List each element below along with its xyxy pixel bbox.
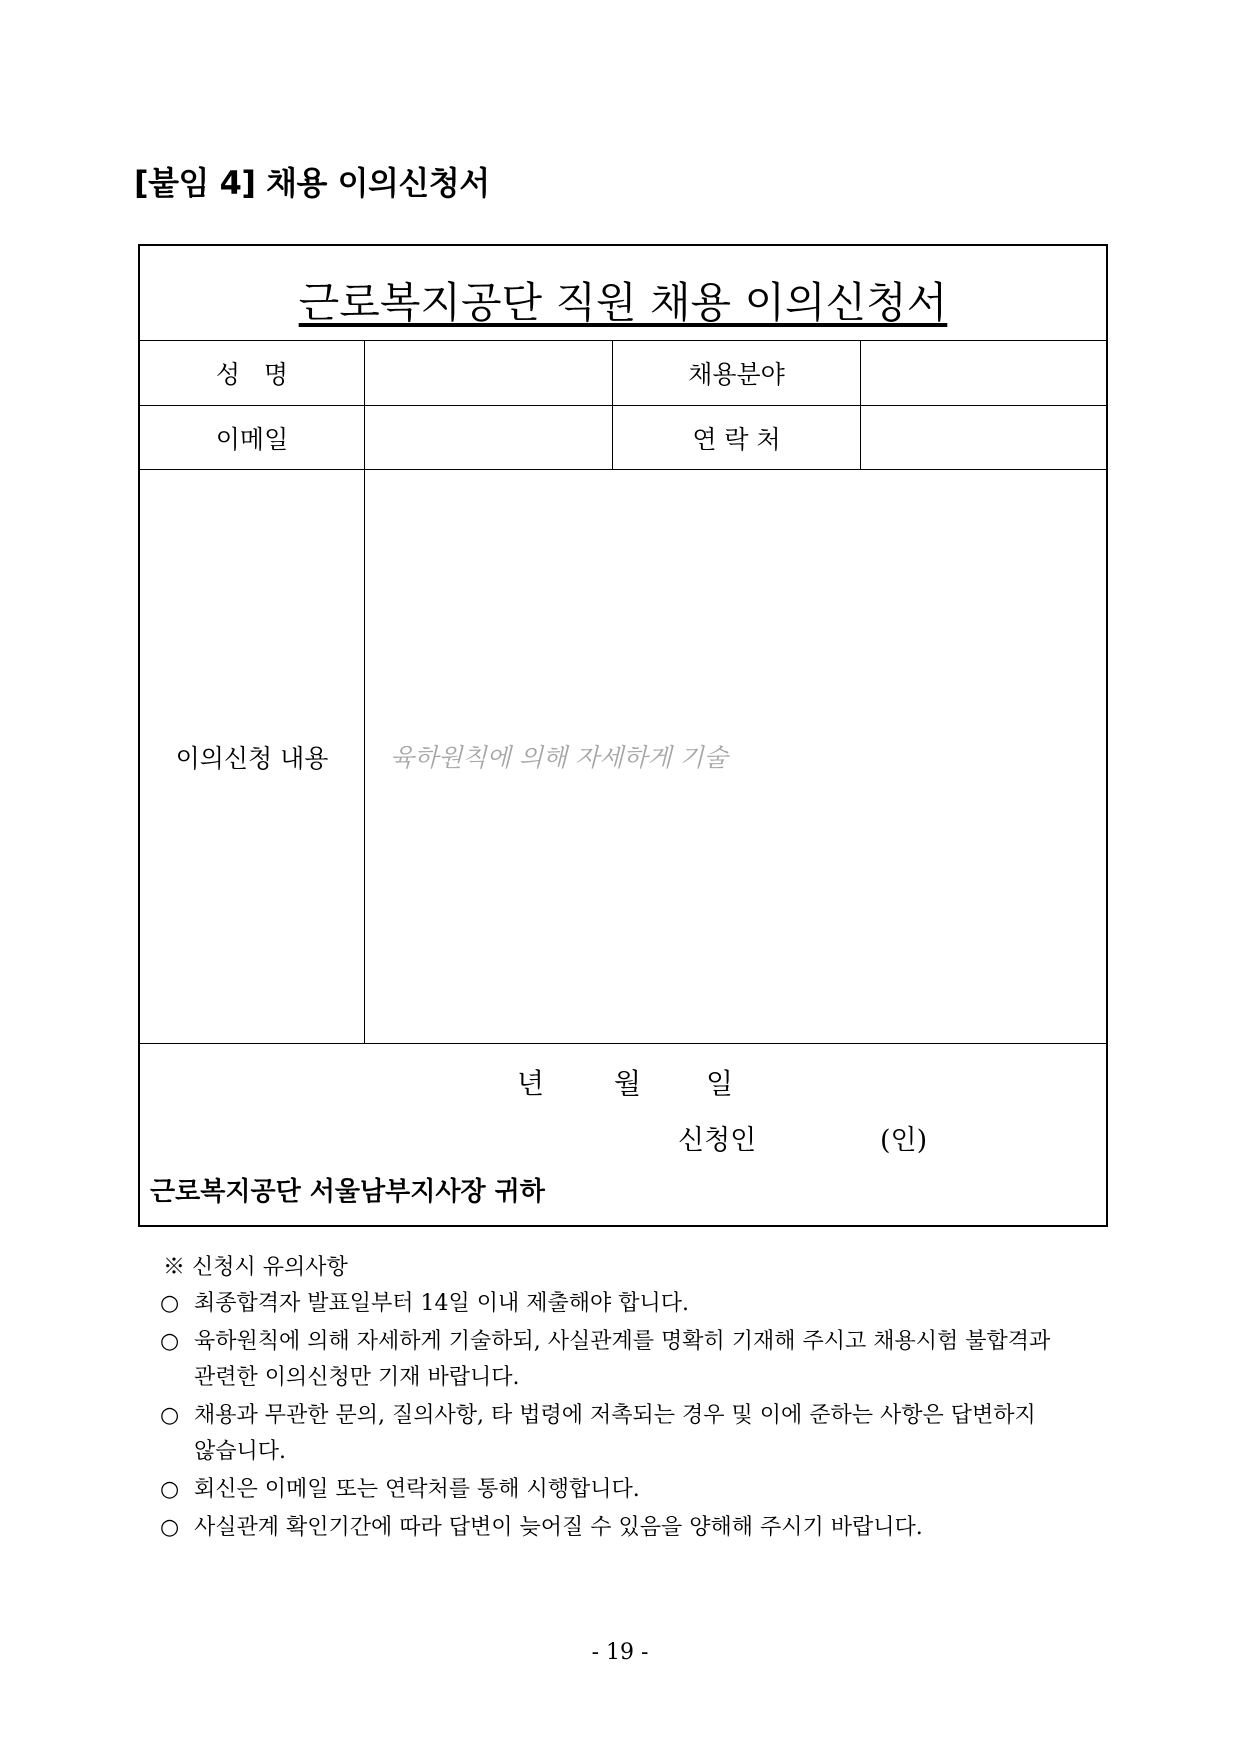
email-label: 이메일 <box>215 424 289 454</box>
attachment-title: [붙임 4] 채용 이의신청서 <box>134 164 490 202</box>
form-title: 근로복지공단 직원 채용 이의신청서 <box>298 278 948 327</box>
list-item <box>160 1510 1060 1546</box>
list-item <box>160 1398 1060 1470</box>
objection-form <box>138 244 1108 1227</box>
seal-label: (인) <box>880 1125 928 1156</box>
list-item <box>160 1472 1060 1508</box>
field-input[interactable] <box>861 341 1107 405</box>
page-number: - 19 - <box>591 1640 649 1665</box>
date-year: 년 <box>517 1067 545 1100</box>
note-text: 최종합격자 발표일부터 14일 이내 제출해야 합니다. <box>194 1291 689 1316</box>
content-placeholder: 육하원칙에 의해 자세하게 기술 <box>390 743 728 772</box>
name-field[interactable] <box>365 341 612 405</box>
addressee: 근로복지공단 서울남부지사장 귀하 <box>150 1177 545 1207</box>
bullet-icon: ○ <box>160 1515 180 1540</box>
bullet-icon: ○ <box>160 1477 180 1502</box>
date-day: 일 <box>706 1067 734 1100</box>
note-text: 회신은 이메일 또는 연락처를 통해 시행합니다. <box>194 1477 640 1502</box>
contact-label: 연 락 처 <box>692 424 781 454</box>
notes-list <box>160 1286 1060 1548</box>
content-label: 이의신청 내용 <box>175 743 329 773</box>
note-text: 채용과 무관한 문의, 질의사항, 타 법령에 저촉되는 경우 및 이에 준하는 사항은 답변하지 않습니다. <box>194 1403 1036 1464</box>
note-text: 사실관계 확인기간에 따라 답변이 늦어질 수 있음을 양해해 주시기 바랍니다. <box>194 1515 923 1540</box>
date-month: 월 <box>614 1067 642 1100</box>
bullet-icon: ○ <box>160 1403 180 1428</box>
list-item <box>160 1286 1060 1322</box>
note-text: 육하원칙에 의해 자세하게 기술하되, 사실관계를 명확히 기재해 주시고 채용시험 불합격과 관련한 이의신청만 기재 바랍니다. <box>194 1329 1051 1390</box>
email-field[interactable] <box>365 406 612 469</box>
field-label: 채용분야 <box>688 360 785 389</box>
name-label: 성 명 <box>215 360 289 389</box>
contact-field[interactable] <box>861 406 1107 469</box>
divider <box>140 1043 1106 1044</box>
bullet-icon: ○ <box>160 1329 180 1354</box>
list-item <box>160 1324 1060 1396</box>
applicant-label: 신청인 <box>678 1125 757 1156</box>
bullet-icon: ○ <box>160 1291 180 1316</box>
content-textarea[interactable] <box>365 471 1107 1041</box>
notes-title: ※ 신청시 유의사항 <box>163 1255 348 1280</box>
